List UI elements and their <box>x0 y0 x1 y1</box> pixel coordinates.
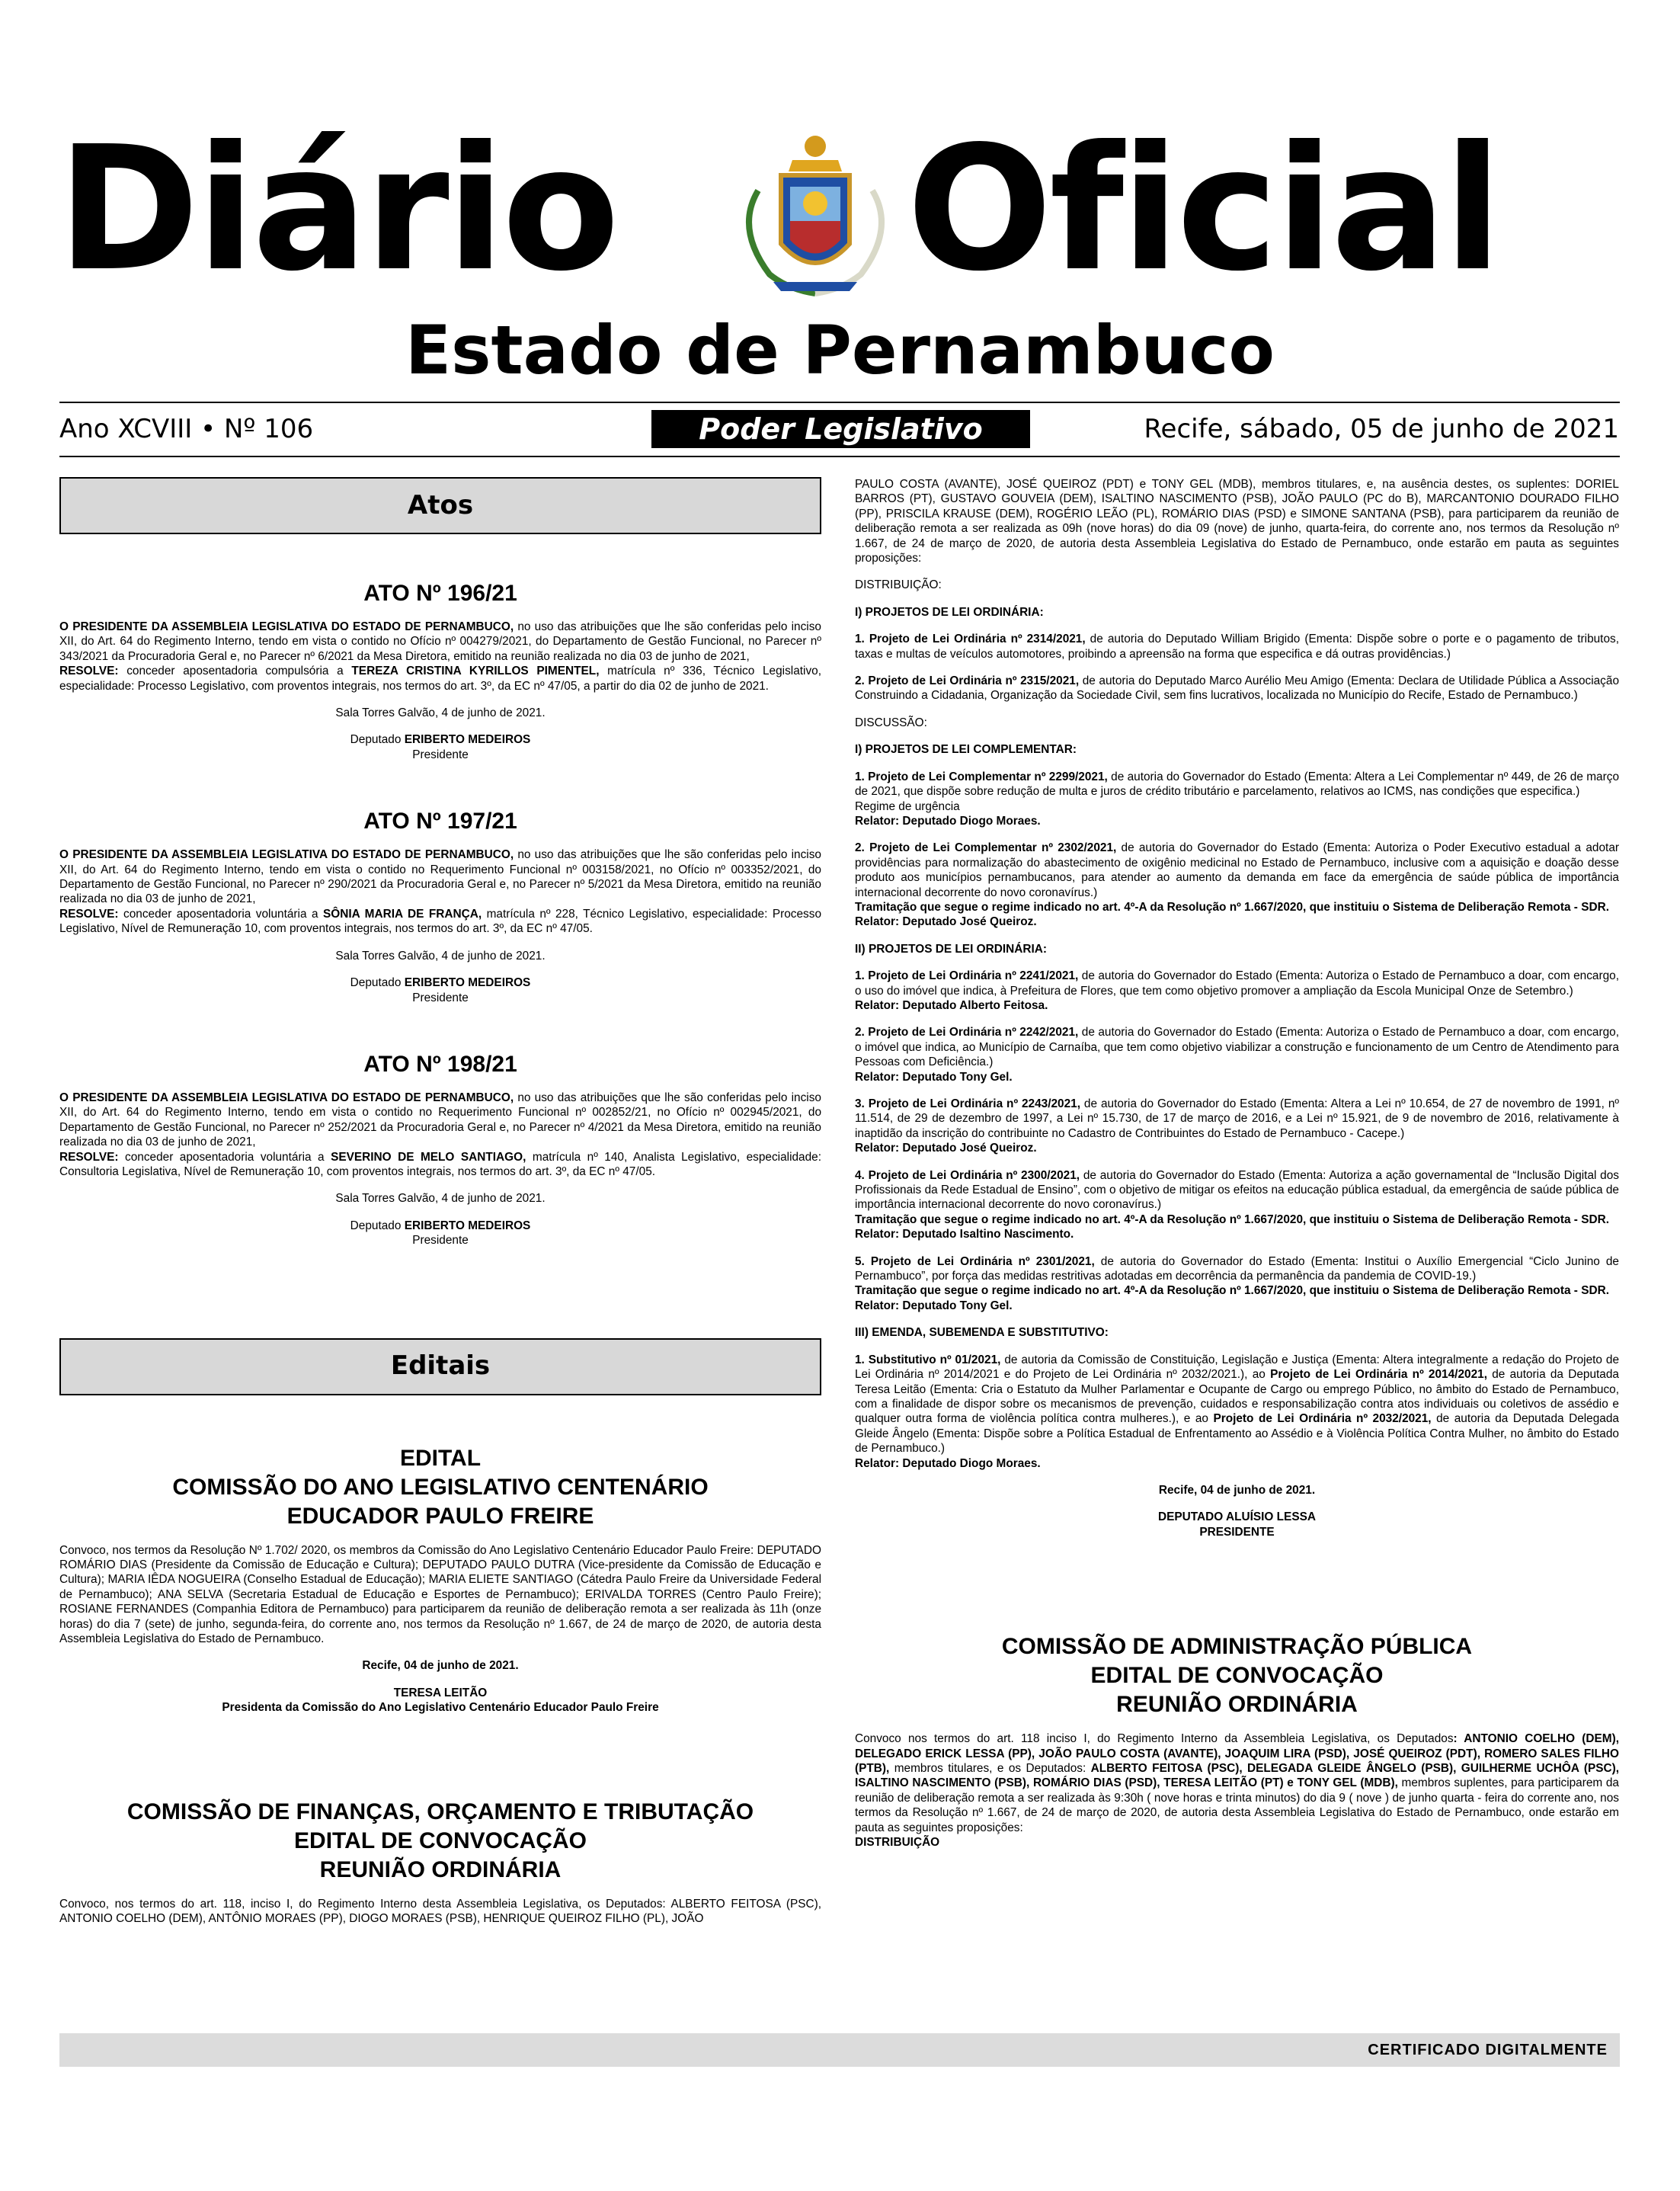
header-rule-top <box>59 402 1620 403</box>
edital-financas <box>59 1798 821 1927</box>
masthead-title-right: Oficial <box>907 110 1499 309</box>
edital-title: COMISSÃO DE ADMINISTRAÇÃO PÚBLICA <box>1001 1634 1473 1660</box>
header-rule-bottom <box>59 456 1620 457</box>
edital-title: EDITAL <box>399 1445 482 1471</box>
ato-196 <box>59 580 821 762</box>
edital-signer-role: Presidenta da Comissão do Ano Legislativo Centenário Educador Paulo Freire <box>222 1701 659 1715</box>
section-editais: Editais <box>59 1338 821 1395</box>
edital-body: Convoco, nos termos da Resolução Nº 1.702/ 2020, os membros da Comissão do Ano Legislativo Centenário Educador Paulo Freire: DEPUTADO ROMÁRIO DIAS (Presidente da Comissão de Educação e Cultura); DEPUTADO PAULO DUTRA (Vice-presidente da Comissão de Educação e Cultura); MARIA IÊDA NOGUEIRA (Conselho Estadual de Educação); MARIA ELIETE SANTIAGO (Cátedra Paulo Freire da Universidade Federal de Pernambuco); ANA SELVA (Secretaria Estadual de Educação e Esportes de Pernambuco); ERIVALDA TORRES (Centro Paulo Freire); ROSIANE FERNANDES (Companhia Editora de Pernambuco) para participarem da reunião de deliberação remota a ser realizada às 11h (onze horas) do dia 7 (sete) de junho, segunda-feira, do corrente ano, nos termos da Resolução nº 1.667, de 24 de março de 2020, de autoria desta Assembleia Legislativa do Estado de Pernambuco. <box>59 1543 821 1645</box>
ato-title: ATO Nº 198/21 <box>363 1051 517 1077</box>
edital-title: COMISSÃO DE FINANÇAS, ORÇAMENTO E TRIBUTAÇÃO <box>126 1799 754 1824</box>
footer-bar <box>59 2033 1620 2067</box>
edital-title: COMISSÃO DO ANO LEGISLATIVO CENTENÁRIO <box>172 1474 709 1500</box>
ato-place: Sala Torres Galvão, 4 de junho de 2021. <box>335 706 546 720</box>
signer-role: PRESIDENTE <box>1199 1525 1275 1539</box>
ato-signer-role: Presidente <box>412 991 469 1004</box>
heading-pl-complementar: I) PROJETOS DE LEI COMPLEMENTAR: <box>855 743 1077 757</box>
ato-signer: Deputado ERIBERTO MEDEIROS <box>350 733 531 747</box>
convocation-continuation: PAULO COSTA (AVANTE), JOSÉ QUEIROZ (PDT) e TONY GEL (MDB), membros titulares, e, na ausência destes, os suplentes: DORIEL BARROS (PT), GUSTAVO GOUVEIA (DEM), ISALTINO NASCIMENTO (PSB), JOÃO PAULO (PC do B), MARCANTONIO DOURADO FILHO (PP), PRISCILA KRAUSE (DEM), ROGÉRIO LEÃO (PL), ROMÁRIO DIAS (PSD) e SIMONE SANTANA (PSB), para participarem da reunião de deliberação remota a ser realizada as 09h (nove horas) do dia 09 (nove) de junho, quarta-feira, do corrente ano, nos termos da Resolução nº 1.667, de 24 de março de 2020, de autoria desta Assembleia Legislativa do Estado de Pernambuco, onde estarão em pauta as seguintes proposições: <box>855 478 1619 565</box>
edital-title: EDITAL DE CONVOCAÇÃO <box>1090 1663 1384 1689</box>
agenda-item: 1. Substitutivo nº 01/2021, de autoria da Comissão de Constituição, Legislação e Justiça (Ementa: Altera integralmente a redação do Projeto de Lei Ordinária nº 2014/2021 e do Projeto de Lei Ordinária nº 2032/2021.), ao Projeto de Lei Ordinária nº 2014/2021, de autoria da Deputada Teresa Leitão (Ementa: Cria o Estatuto da Mulher Parlamentar e Ocupante de Cargo ou emprego Público, no âmbito do Estado de Pernambuco, com a finalidade de dispor sobre os mecanismos de prevenção, cuidados e responsabilização contra atos individuais ou coletivos de assédio e qualquer outra forma de violência política contra mulheres.), e ao Projeto de Lei Ordinária nº 2032/2021, de autoria da Deputada Delegada Gleide Ângelo (Ementa: Dispõe sobre a Política Estadual de Enfrentamento ao Assédio e à Violência Política Contra Mulher, no âmbito do Estado de Pernambuco.) Relator: Deputado Diogo Moraes. <box>855 1353 1619 1470</box>
discussao-label: DISCUSSÃO: <box>855 716 927 729</box>
edital-centenario <box>59 1444 821 1715</box>
ato-signer-role: Presidente <box>412 1234 469 1248</box>
certificado-label: CERTIFICADO DIGITALMENTE <box>1368 2042 1608 2058</box>
edital-place: Recife, 04 de junho de 2021. <box>362 1659 519 1673</box>
distribuicao-label: DISTRIBUIÇÃO: <box>855 578 942 592</box>
agenda-item: 1. Projeto de Lei Ordinária nº 2314/2021, de autoria do Deputado William Brigido (Ementa: Dispõe sobre o porte e o pagamento de tributos, taxas e multas de veículos automotores, proibindo a apreensão na forma que especifica e dá outras providências.) <box>855 633 1619 661</box>
ato-body: O PRESIDENTE DA ASSEMBLEIA LEGISLATIVA DO ESTADO DE PERNAMBUCO, no uso das atribuições que lhe são conferidas pelo inciso XII, do Art. 64 do Regimento Interno, tendo em vista o contido no Requerimento Funcional nº 003158/2021, no Ofício nº 003352/2021, do Departamento de Gestão Funcional, no Parecer nº 290/2021 da Procuradoria Geral e, no Parecer nº 5/2021 da Mesa Diretora, emitido na reunião realizada no dia 03 de junho de 2021, RESOLVE: conceder aposentadoria voluntária a SÔNIA MARIA DE FRANÇA, matrícula nº 228, Técnico Legislativo, especialidade: Processo Legislativo, Nível de Remuneração 10, com proventos integrais, nos termos do art. 3º, da EC nº 47/05. <box>59 848 821 936</box>
left-column <box>59 477 821 1926</box>
agenda-item: 5. Projeto de Lei Ordinária nº 2301/2021, de autoria do Governador do Estado (Ementa: Institui o Auxílio Emergencial “Ciclo Junino de Pernambuco”, por força das medidas restritivas adotadas em decorrência da permanência da pandemia de COVID-19.) Tramitação que segue o regime indicado no art. 4º-A da Resolução nº 1.667/2020, que instituiu o Sistema de Deliberação Remota - SDR. Relator: Deputado Tony Gel. <box>855 1254 1619 1312</box>
edital-title: REUNIÃO ORDINÁRIA <box>1116 1692 1358 1718</box>
agenda-item: 2. Projeto de Lei Ordinária nº 2242/2021, de autoria do Governador do Estado (Ementa: Autoriza o Estado de Pernambuco a doar, com encargo, o imóvel que indica, ao Município de Carnaíba, que tem como objetivo viabilizar a construção e funcionamento de um Centro de Atendimento para Pessoas com Deficiência.) Relator: Deputado Tony Gel. <box>855 1026 1619 1084</box>
section-atos: Atos <box>59 477 821 534</box>
agenda-item: 1. Projeto de Lei Ordinária nº 2241/2021, de autoria do Governador do Estado (Ementa: Autoriza o Estado de Pernambuco a doar, com encargo, o uso do imóvel que indica, à Prefeitura de Flores, que tem como objetivo promover a ampliação da Escola Municipal Onze de Setembro.) Relator: Deputado Alberto Feitosa. <box>855 969 1619 1012</box>
agenda-item: 4. Projeto de Lei Ordinária nº 2300/2021, de autoria do Governador do Estado (Ementa: Autoriza a ação governamental de “Inclusão Digital dos Profissionais da Rede Estadual de Ensino”, com o objetivo de mitigar os efeitos na educação pública estadual, da emergência de saúde pública de importância internacional decorrente do novo coronavírus.) Tramitação que segue o regime indicado no art. 4º-A da Resolução nº 1.667/2020, que instituiu o Sistema de Deliberação Remota - SDR. Relator: Deputado Isaltino Nascimento. <box>855 1168 1619 1241</box>
pernambuco-coat-of-arms-icon <box>728 130 903 305</box>
ato-signer: Deputado ERIBERTO MEDEIROS <box>350 1219 531 1232</box>
heading-pl-ordinaria-2: II) PROJETOS DE LEI ORDINÁRIA: <box>855 942 1047 956</box>
edital-title: REUNIÃO ORDINÁRIA <box>319 1856 562 1882</box>
right-column <box>855 477 1619 1850</box>
edital-signer: TERESA LEITÃO <box>393 1686 488 1699</box>
agenda-item: 2. Projeto de Lei Ordinária nº 2315/2021, de autoria do Deputado Marco Aurélio Meu Amigo (Ementa: Declara de Utilidade Pública a Associação Construindo a Cidadania, Organização da Sociedade Civil, sem fins lucrativos, localizada no Município do Recife, Estado de Pernambuco.) <box>855 674 1619 703</box>
edition-number: Ano XCVIII • Nº 106 <box>59 414 314 444</box>
ato-place: Sala Torres Galvão, 4 de junho de 2021. <box>335 949 546 963</box>
masthead-title-left: Diário <box>57 110 617 309</box>
ato-title: ATO Nº 196/21 <box>363 581 517 606</box>
agenda-item: 1. Projeto de Lei Complementar nº 2299/2021, de autoria do Governador do Estado (Ementa: Altera a Lei Complementar nº 449, de 26 de março de 2021, que dispõe sobre redução de multa e juros de crédito tributário e parcelamento, relativos ao ICMS, nas condições que especifica.) Regime de urgência Relator: Deputado Diogo Moraes. <box>855 770 1619 828</box>
edital-body: Convoco, nos termos do art. 118, inciso I, do Regimento Interno desta Assembleia Legislativa, os Deputados: ALBERTO FEITOSA (PSC), ANTONIO COELHO (DEM), ANTÔNIO MORAES (PP), DIOGO MORAES (PSB), HENRIQUE QUEIROZ FILHO (PL), JOÃO <box>59 1897 821 1926</box>
ato-place: Sala Torres Galvão, 4 de junho de 2021. <box>335 1192 546 1206</box>
heading-pl-ordinaria: I) PROJETOS DE LEI ORDINÁRIA: <box>855 605 1044 619</box>
agenda-item: 2. Projeto de Lei Complementar nº 2302/2021, de autoria do Governador do Estado (Ementa: Autoriza o Poder Executivo estadual a adotar providências para normalização do abastecimento de oxigênio medicinal no Estado de Pernambuco, inclusive com a aquisição e doação desse produto aos municípios pernambucanos, para atender ao aumento da demanda em face da emergência de saúde pública de importância internacional decorrente do novo coronavírus.) Tramitação que segue o regime indicado no art. 4º-A da Resolução nº 1.667/2020, que instituiu o Sistema de Deliberação Remota - SDR. Relator: Deputado José Queiroz. <box>855 841 1619 929</box>
edital-title: EDUCADOR PAULO FREIRE <box>286 1503 594 1529</box>
masthead <box>0 110 1680 389</box>
edital-body: Convoco nos termos do art. 118 inciso I, do Regimento Interno da Assembleia Legislativa, os Deputados: ANTONIO COELHO (DEM), DELEGADO ERICK LESSA (PP), JOÃO PAULO COSTA (AVANTE), JOAQUIM LIRA (PSD), JOSÉ QUEIROZ (PDT), ROMERO SALES FILHO (PTB), membros titulares, e os Deputados: ALBERTO FEITOSA (PSC), DELEGADA GLEIDE ÂNGELO (PSB), GUILHERME UCHÔA (PSC), ISALTINO NASCIMENTO (PSB), ROMÁRIO DIAS (PSD), TERESA LEITÃO (PT) e TONY GEL (MDB), membros suplentes, para participarem da reunião de deliberação remota a ser realizada às 9:30h ( nove horas e trinta minutos) do dia 9 ( nove ) de junho quarta - feira do corrente ano, nos termos da Resolução nº 1.667, de 24 de março de 2020, de autoria desta Assembleia Legislativa do Estado de Pernambuco, onde estarão em pauta as seguintes proposições: DISTRIBUIÇÃO <box>855 1732 1619 1849</box>
edition-date: Recife, sábado, 05 de junho de 2021 <box>1144 414 1619 444</box>
signer: DEPUTADO ALUÍSIO LESSA <box>1158 1510 1316 1524</box>
ato-signer-role: Presidente <box>412 748 469 761</box>
edital-title: EDITAL DE CONVOCAÇÃO <box>294 1827 587 1853</box>
place-date: Recife, 04 de junho de 2021. <box>1158 1483 1316 1497</box>
ato-signer: Deputado ERIBERTO MEDEIROS <box>350 976 531 990</box>
heading-emenda: III) EMENDA, SUBEMENDA E SUBSTITUTIVO: <box>855 1326 1109 1340</box>
ato-body: O PRESIDENTE DA ASSEMBLEIA LEGISLATIVA DO ESTADO DE PERNAMBUCO, no uso das atribuições que lhe são conferidas pelo inciso XII, do Art. 64 do Regimento Interno, tendo em vista o contido no Ofício nº 004279/2021, do Departamento de Gestão Funcional, no Parecer nº 343/2021 da Procuradoria Geral e, no Parecer nº 6/2021 da Mesa Diretora, emitido na reunião realizada no dia 03 de junho de 2021, RESOLVE: conceder aposentadoria compulsória a TEREZA CRISTINA KYRILLOS PIMENTEL, matrícula nº 336, Técnico Legislativo, especialidade: Processo Legislativo, com proventos integrais, nos termos do art. 3º, da EC nº 47/05, a partir do dia 02 de junho de 2021. <box>59 620 821 693</box>
ato-body: O PRESIDENTE DA ASSEMBLEIA LEGISLATIVA DO ESTADO DE PERNAMBUCO, no uso das atribuições que lhe são conferidas pelo inciso XII, do Art. 64 do Regimento Interno, tendo em vista o contido no Requerimento Funcional nº 002852/21, no Ofício nº 002945/2021, do Departamento de Gestão Funcional, no Parecer nº 252/2021 da Procuradoria Geral e, no Parecer nº 4/2021 da Mesa Diretora, emitido na reunião realizada no dia 03 de junho de 2021, RESOLVE: conceder aposentadoria voluntária a SEVERINO DE MELO SANTIAGO, matrícula nº 140, Analista Legislativo, especialidade: Consultoria Legislativa, Nível de Remuneração 10, com proventos integrais, nos termos do art. 3º, da EC nº 47/05. <box>59 1091 821 1178</box>
ato-title: ATO Nº 197/21 <box>363 809 517 834</box>
ato-198 <box>59 1051 821 1248</box>
power-badge: Poder Legislativo <box>651 410 1030 448</box>
edital-administracao <box>855 1632 1619 1850</box>
agenda-item: 3. Projeto de Lei Ordinária nº 2243/2021, de autoria do Governador do Estado (Ementa: Altera a Lei nº 10.654, de 27 de novembro de 1991, nº 11.514, de 29 de dezembro de 1997, a Lei nº 15.730, de 17 de março de 2016, e a Lei nº 15.921, de 9 de novembro de 2016, relativamente à inaptidão da inscrição do contribuinte no Cadastro de Contribuintes do Estado de Pernambuco - Cacepe.) Relator: Deputado José Queiroz. <box>855 1097 1620 1155</box>
ato-197 <box>59 808 821 1005</box>
masthead-subtitle: Estado de Pernambuco <box>405 311 1275 389</box>
